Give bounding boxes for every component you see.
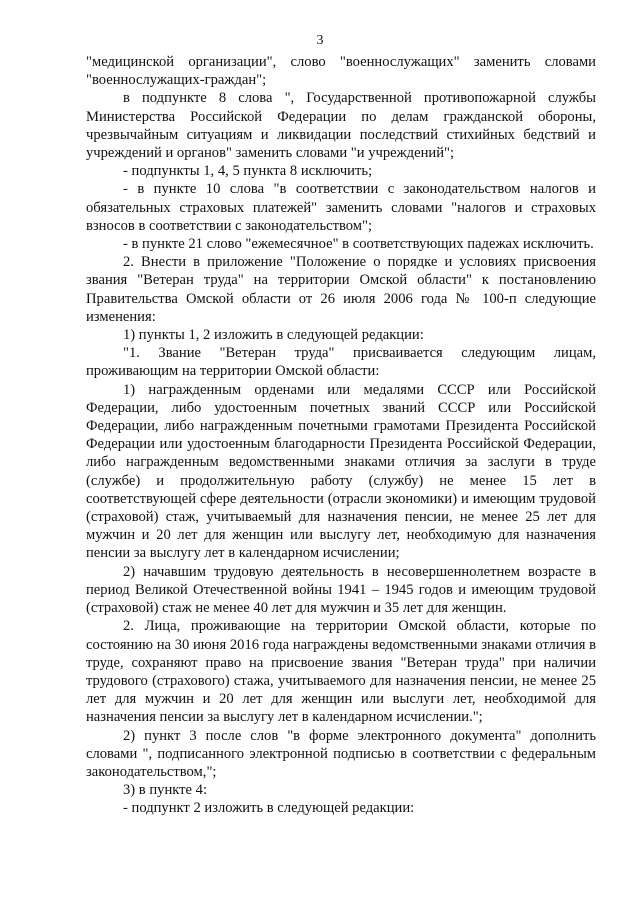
- page-number: 3: [316, 33, 324, 48]
- paragraph: - подпункт 2 изложить в следующей редакции:: [123, 800, 415, 817]
- document-body: [86, 53, 596, 818]
- paragraph: 2. Лица, проживающие на территории Омской области, которые по состоянию на 30 июня 2016 года награждены ведомственными знаками отличия в труде, сохраняют право на присвоение звания "Ветеран труда" при наличии трудового (страхового) стажа, учитываемого для назначения пенсии, не менее 25 лет для мужчин и 20 лет для женщин или выслуги лет, необходимой для назначения пенсии за выслугу лет в календарном исчислении.";: [86, 618, 596, 726]
- paragraph: 3) в пункте 4:: [123, 782, 208, 799]
- paragraph: - в пункте 10 слова "в соответствии с законодательством налогов и обязательных страховых платежей" заменить словами "налогов и страховых взносов в соответствии с законодательством";: [86, 181, 596, 234]
- paragraph: 1) награжденным орденами или медалями СССР или Российской Федерации, либо удостоенным почетных званий СССР или Российской Федерации, либо награжденным почетными грамотами Президента Российской Федерации или удостоенным благодарности Президента Российской Федерации, либо награжденным ведомственными знаками отличия за заслуги в труде (службе) и продолжительную работу (службу) не менее 15 лет в соответствующей сфере деятельности (отрасли экономики) и имеющим трудовой (страховой) стаж, учитываемый для назначения пенсии, не менее 25 лет для мужчин и 20 лет для женщин или выслугу лет, необходимую для назначения пенсии за выслугу лет в календарном исчислении;: [86, 381, 596, 562]
- paragraph: в подпункте 8 слова ", Государственной противопожарной службы Министерства Российской Федерации по делам гражданской обороны, чрезвычайным ситуациям и ликвидации последствий стихийных бедствий и учреждений и органов" заменить словами "и учреждений";: [86, 90, 596, 162]
- paragraph: 2. Внести в приложение "Положение о порядке и условиях присвоения звания "Ветеран труда" на территории Омской области" к постановлению Правительства Омской области от 26 июля 2006 года № 100-п следующие изменения:: [86, 254, 596, 325]
- paragraph: 2) пункт 3 после слов "в форме электронного документа" дополнить словами ", подписанного электронной подписью в соответствии с федеральным законодательством,";: [86, 727, 596, 780]
- paragraph: "1. Звание "Ветеран труда" присваивается следующим лицам, проживающим на территории Омской области:: [86, 345, 596, 380]
- paragraph: 1) пункты 1, 2 изложить в следующей редакции:: [123, 327, 424, 344]
- paragraph: - в пункте 21 слово "ежемесячное" в соответствующих падежах исключить.: [123, 236, 594, 253]
- paragraph: 2) начавшим трудовую деятельность в несовершеннолетнем возрасте в период Великой Отечественной войны 1941 – 1945 годов и имеющим трудовой (страховой) стаж не менее 40 лет для мужчин и 35 лет для женщин.: [86, 563, 596, 617]
- paragraph: - подпункты 1, 4, 5 пункта 8 исключить;: [123, 163, 373, 180]
- paragraph: "медицинской организации", слово "военнослужащих" заменить словами "военнослужащих-граждан";: [86, 54, 596, 89]
